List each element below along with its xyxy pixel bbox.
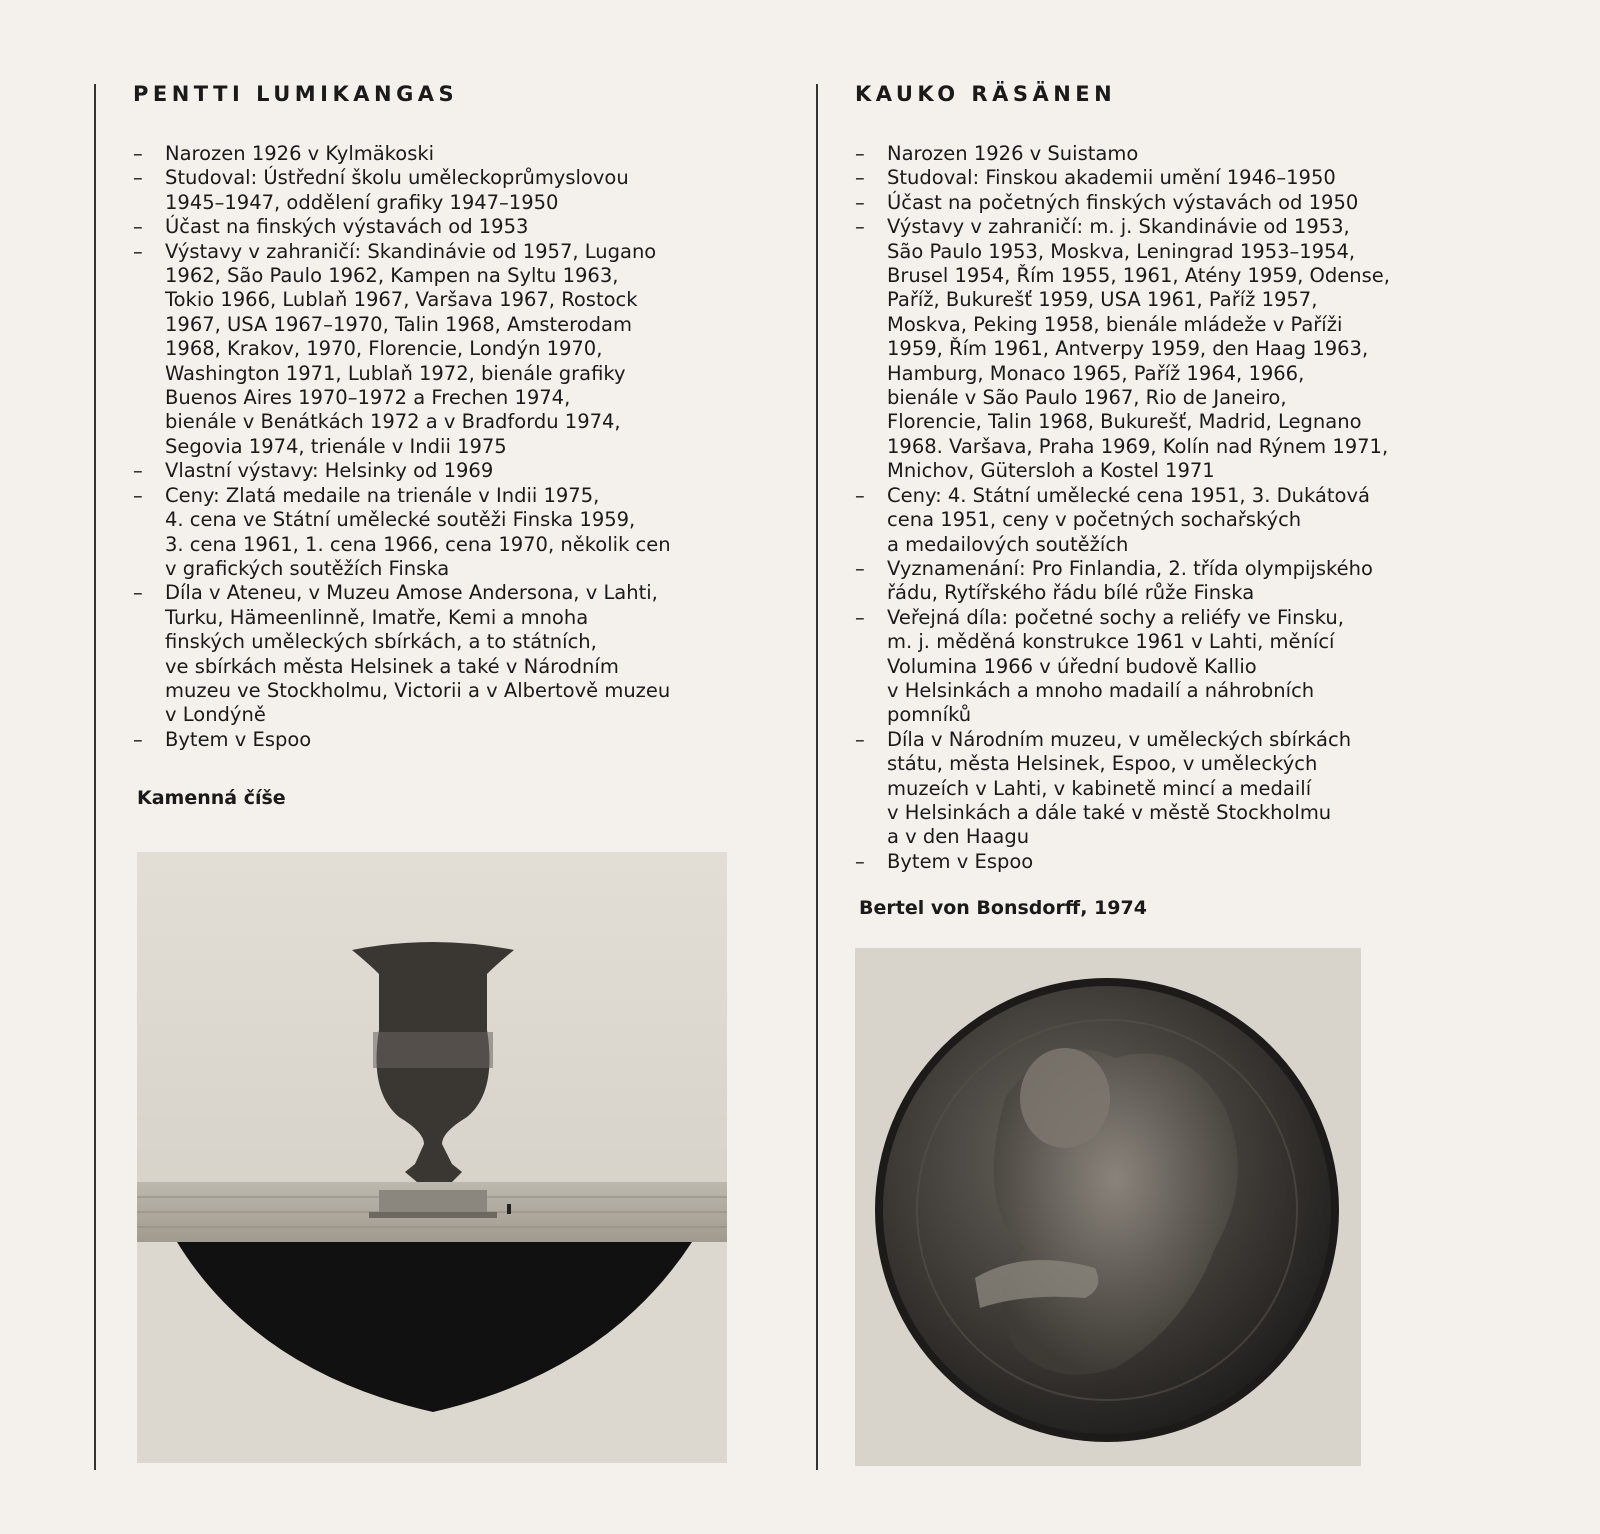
artist-column-right (855, 80, 1555, 874)
artwork-photo-medal (855, 948, 1361, 1466)
bio-item: – Bytem v Espoo (855, 850, 1555, 874)
artist-column-left (133, 80, 793, 752)
biography-list (133, 142, 793, 752)
bio-item: – Vyznamenání: Pro Finlandia, 2. třída olympijského řádu, Rytířského řádu bílé růže Finska (855, 557, 1555, 606)
bio-item: – Díla v Ateneu, v Muzeu Amose Andersona, v Lahti, Turku, Hämeenlinně, Imatře, Kemi a mnoha finských uměleckých sbírkách, a to státních, ve sbírkách města Helsinek a také v Národním muzeu ve Stockholmu, Victorii a v Albertově muzeu v Londýně (133, 581, 793, 727)
artwork-caption: Bertel von Bonsdorff, 1974 (859, 897, 1147, 919)
artist-name: PENTTI LUMIKANGAS (133, 82, 459, 106)
bio-item: – Díla v Národním muzeu, v uměleckých sbírkách státu, města Helsinek, Espoo, v uměleckých muzeích v Lahti, v kabinetě mincí a medailí v Helsinkách a dále také v městě Stockholmu a v den Haagu (855, 728, 1555, 850)
bio-item: – Narozen 1926 v Suistamo (855, 142, 1555, 166)
bio-item: – Vlastní výstavy: Helsinky od 1969 (133, 459, 793, 483)
artist-name: KAUKO RÄSÄNEN (855, 82, 1117, 106)
bio-item: – Ceny: 4. Státní umělecké cena 1951, 3. Dukátová cena 1951, ceny v početných sochařských a medailových soutěžích (855, 484, 1555, 557)
bio-item: – Účast na početných finských výstavách od 1950 (855, 191, 1555, 215)
bio-item: – Výstavy v zahraničí: Skandinávie od 1957, Lugano 1962, São Paulo 1962, Kampen na Syltu 1963, Tokio 1966, Lublaň 1967, Varšava 1967, Rostock 1967, USA 1967–1970, Talin 1968, Amsterodam 1968, Krakov, 1970, Florencie, Londýn 1970, Washington 1971, Lublaň 1972, bienále grafiky Buenos Aires 1970–1972 a Frechen 1974, bienále v Benátkách 1972 a v Bradfordu 1974, Segovia 1974, trienále v Indii 1975 (133, 240, 793, 460)
left-margin-rule (94, 84, 96, 1470)
biography-list (855, 142, 1555, 874)
bio-item: – Veřejná díla: početné sochy a reliéfy ve Finsku, m. j. měděná konstrukce 1961 v Lahti, měnící Volumina 1966 v úřední budově Kallio v Helsinkách a mnoho madailí a náhrobních pomníků (855, 606, 1555, 728)
column-divider-rule (816, 84, 818, 1470)
bio-item: – Narozen 1926 v Kylmäkoski (133, 142, 793, 166)
bio-item: – Výstavy v zahraničí: m. j. Skandinávie od 1953, São Paulo 1953, Moskva, Leningrad 1953–1954, Brusel 1954, Řím 1955, 1961, Atény 1959, Odense, Paříž, Bukurešť 1959, USA 1961, Paříž 1957, Moskva, Peking 1958, bienále mládeže v Paříži 1959, Řím 1961, Antverpy 1959, den Haag 1963, Hamburg, Monaco 1965, Paříž 1964, 1966, bienále v São Paulo 1967, Rio de Janeiro, Florencie, Talin 1968, Bukurešť, Madrid, Legnano 1968. Varšava, Praha 1969, Kolín nad Rýnem 1971, Mnichov, Gütersloh a Kostel 1971 (855, 215, 1555, 483)
bio-item: – Ceny: Zlatá medaile na trienále v Indii 1975, 4. cena ve Státní umělecké soutěži Finska 1959, 3. cena 1961, 1. cena 1966, cena 1970, několik cen v grafických soutěžích Finska (133, 484, 793, 582)
artwork-caption: Kamenná číše (137, 787, 286, 809)
bio-item: – Studoval: Finskou akademii umění 1946–1950 (855, 166, 1555, 190)
bio-item: – Studoval: Ústřední školu uměleckoprůmyslovou 1945–1947, oddělení grafiky 1947–1950 (133, 166, 793, 215)
bio-item: – Bytem v Espoo (133, 728, 793, 752)
bio-item: – Účast na finských výstavách od 1953 (133, 215, 793, 239)
artwork-photo-stone-cup (137, 852, 727, 1463)
